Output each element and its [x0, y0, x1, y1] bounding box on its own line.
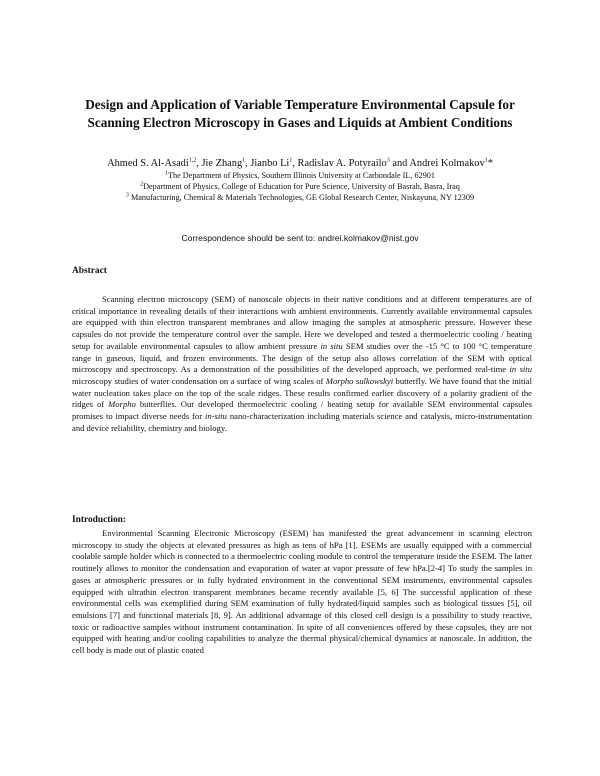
affiliation-text: The Department of Physics, Southern Illinois University at Carbondale IL, 62901	[168, 171, 435, 180]
introduction-heading: Introduction:	[72, 515, 127, 525]
abstract-italic: Morpho sulkowskyi	[325, 375, 394, 386]
abstract-text: nano-characterization including materials science and catalysis, micro-instrumentation and device reliability, chemistry and biology.	[72, 411, 532, 433]
abstract-italic: in situ	[509, 364, 532, 375]
abstract-heading: Abstract	[72, 266, 107, 276]
abstract-italic: Morpho	[108, 399, 136, 410]
abstract-text: microscopy studies of water condensation on a surface of wing scales of	[72, 375, 326, 386]
author-list: Ahmed S. Al-Asadi$^{1,2}$, Jie Zhang$^1$, Jianbo Li$^1$, Radislav A. Potyrailo$^3$ and Andrei Kolmakov$^1$*	[107, 157, 493, 169]
affiliation-3	[40, 193, 560, 203]
author-affiliation-mark: 1	[242, 157, 246, 164]
author-affiliation-mark: 1	[289, 157, 293, 164]
paper-title	[40, 96, 560, 132]
author-conjunction: and	[392, 158, 408, 169]
affiliation-mark: 1	[165, 170, 169, 177]
introduction-body	[72, 528, 532, 657]
affiliation-text: Manufacturing, Chemical & Materials Technologies, GE Global Research Center, Niskayuna, NY 12309	[128, 193, 475, 202]
author-name: Ahmed S. Al-Asadi	[107, 158, 189, 169]
author-affiliation-mark: 1,2	[188, 157, 197, 164]
title-line-2: Scanning Electron Microscopy in Gases and Liquids at Ambient Conditions	[87, 115, 513, 130]
author-name: Andrei Kolmakov	[409, 158, 485, 169]
abstract-italic: in situ	[320, 340, 343, 351]
author-name: Radislav A. Potyrailo	[297, 158, 387, 169]
corresponding-author-mark: *	[487, 158, 493, 169]
abstract-text: butterflies. Our developed thermoelectric cooling / heating setup for available SEM environmental capsules promises to impact diverse needs for	[72, 399, 532, 422]
affiliation-text: Department of Physics, College of Education for Pure Science, University of Basrah, Basra, Iraq	[143, 182, 460, 191]
affiliation-mark: 3	[125, 192, 129, 199]
abstract-text: butterfly. We have found that the initial water nucleation takes place on the top of the scale ridges. These results confirmed earlier discovery of a polarity gradient of the ridges of	[72, 375, 532, 410]
title-line-1: Design and Application of Variable Temperature Environmental Capsule for	[85, 97, 515, 112]
affiliation-mark: 2	[140, 181, 144, 188]
correspondence-line: Correspondence should be sent to: andrei.kolmakov@nist.gov	[181, 233, 419, 243]
author-affiliation-mark: 1	[484, 157, 488, 164]
introduction-text: Environmental Scanning Electronic Microscopy (ESEM) has manifested the great advancement in scanning electron microscopy to study the objects at elevated pressures as high as tens of hPa [1]. ESEMs are usually equipped with a commercial coolable sample holder which is connected to a thermoelectric cooling module to control the temperature inside the ESEM. The latter routinely allows to monitor the condensation and evaporation of water at vapor pressure of few hPa.[2-4] To study the samples in gases at atmospheric pressures or in fully hydrated environment in the conventional SEM instruments, environmental capsules equipped with ultrathin electron transparent membranes became recently available [5, 6] The successful application of these environmental cells was exemplified during SEM examination of fully hydrated/liquid samples such as biological tissues [5], oil emulsions [7] and functional materials [8, 9]. An additional advantage of this closed cell design is a possibility to study reactive, toxic or radioactive samples without instrument contamination. In spite of all conveniences offered by these capsules, they are not equipped with heating and/or cooling capabilities to analyze the thermal physical/chemical dynamics at nanoscale. In addition, the cell body is made out of plastic coated	[72, 528, 532, 656]
affiliation-2	[40, 182, 560, 192]
abstract-italic: in-situ	[204, 411, 227, 422]
affiliation-1	[40, 171, 560, 181]
abstract-text: SEM studies over the -15 °C to 100 °C temperature range in gaseous, liquid, and frozen environments. The design of the setup also allows correlation of the SEM with optical microscopy and spectroscopy. As a demonstration of the possibilities of the developed approach, we performed real-time	[72, 340, 533, 375]
author-name: Jianbo Li	[250, 158, 290, 169]
abstract-text: Scanning electron microscopy (SEM) of nanoscale objects in their native conditions and at different temperatures are of critical importance in revealing details of their interactions with ambient environments. Currently available environmental capsules are equipped with thin electron transparent membranes and allow imaging the samples at atmospheric pressure. However these capsules do not provide the temperature control over the sample. Here we developed and tested a thermoelectric cooling / heating setup for available environmental capsules to allow ambient pressure	[72, 294, 532, 351]
abstract-body	[72, 294, 532, 434]
author-affiliation-mark: 3	[386, 157, 390, 164]
author-name: Jie Zhang	[201, 158, 243, 169]
